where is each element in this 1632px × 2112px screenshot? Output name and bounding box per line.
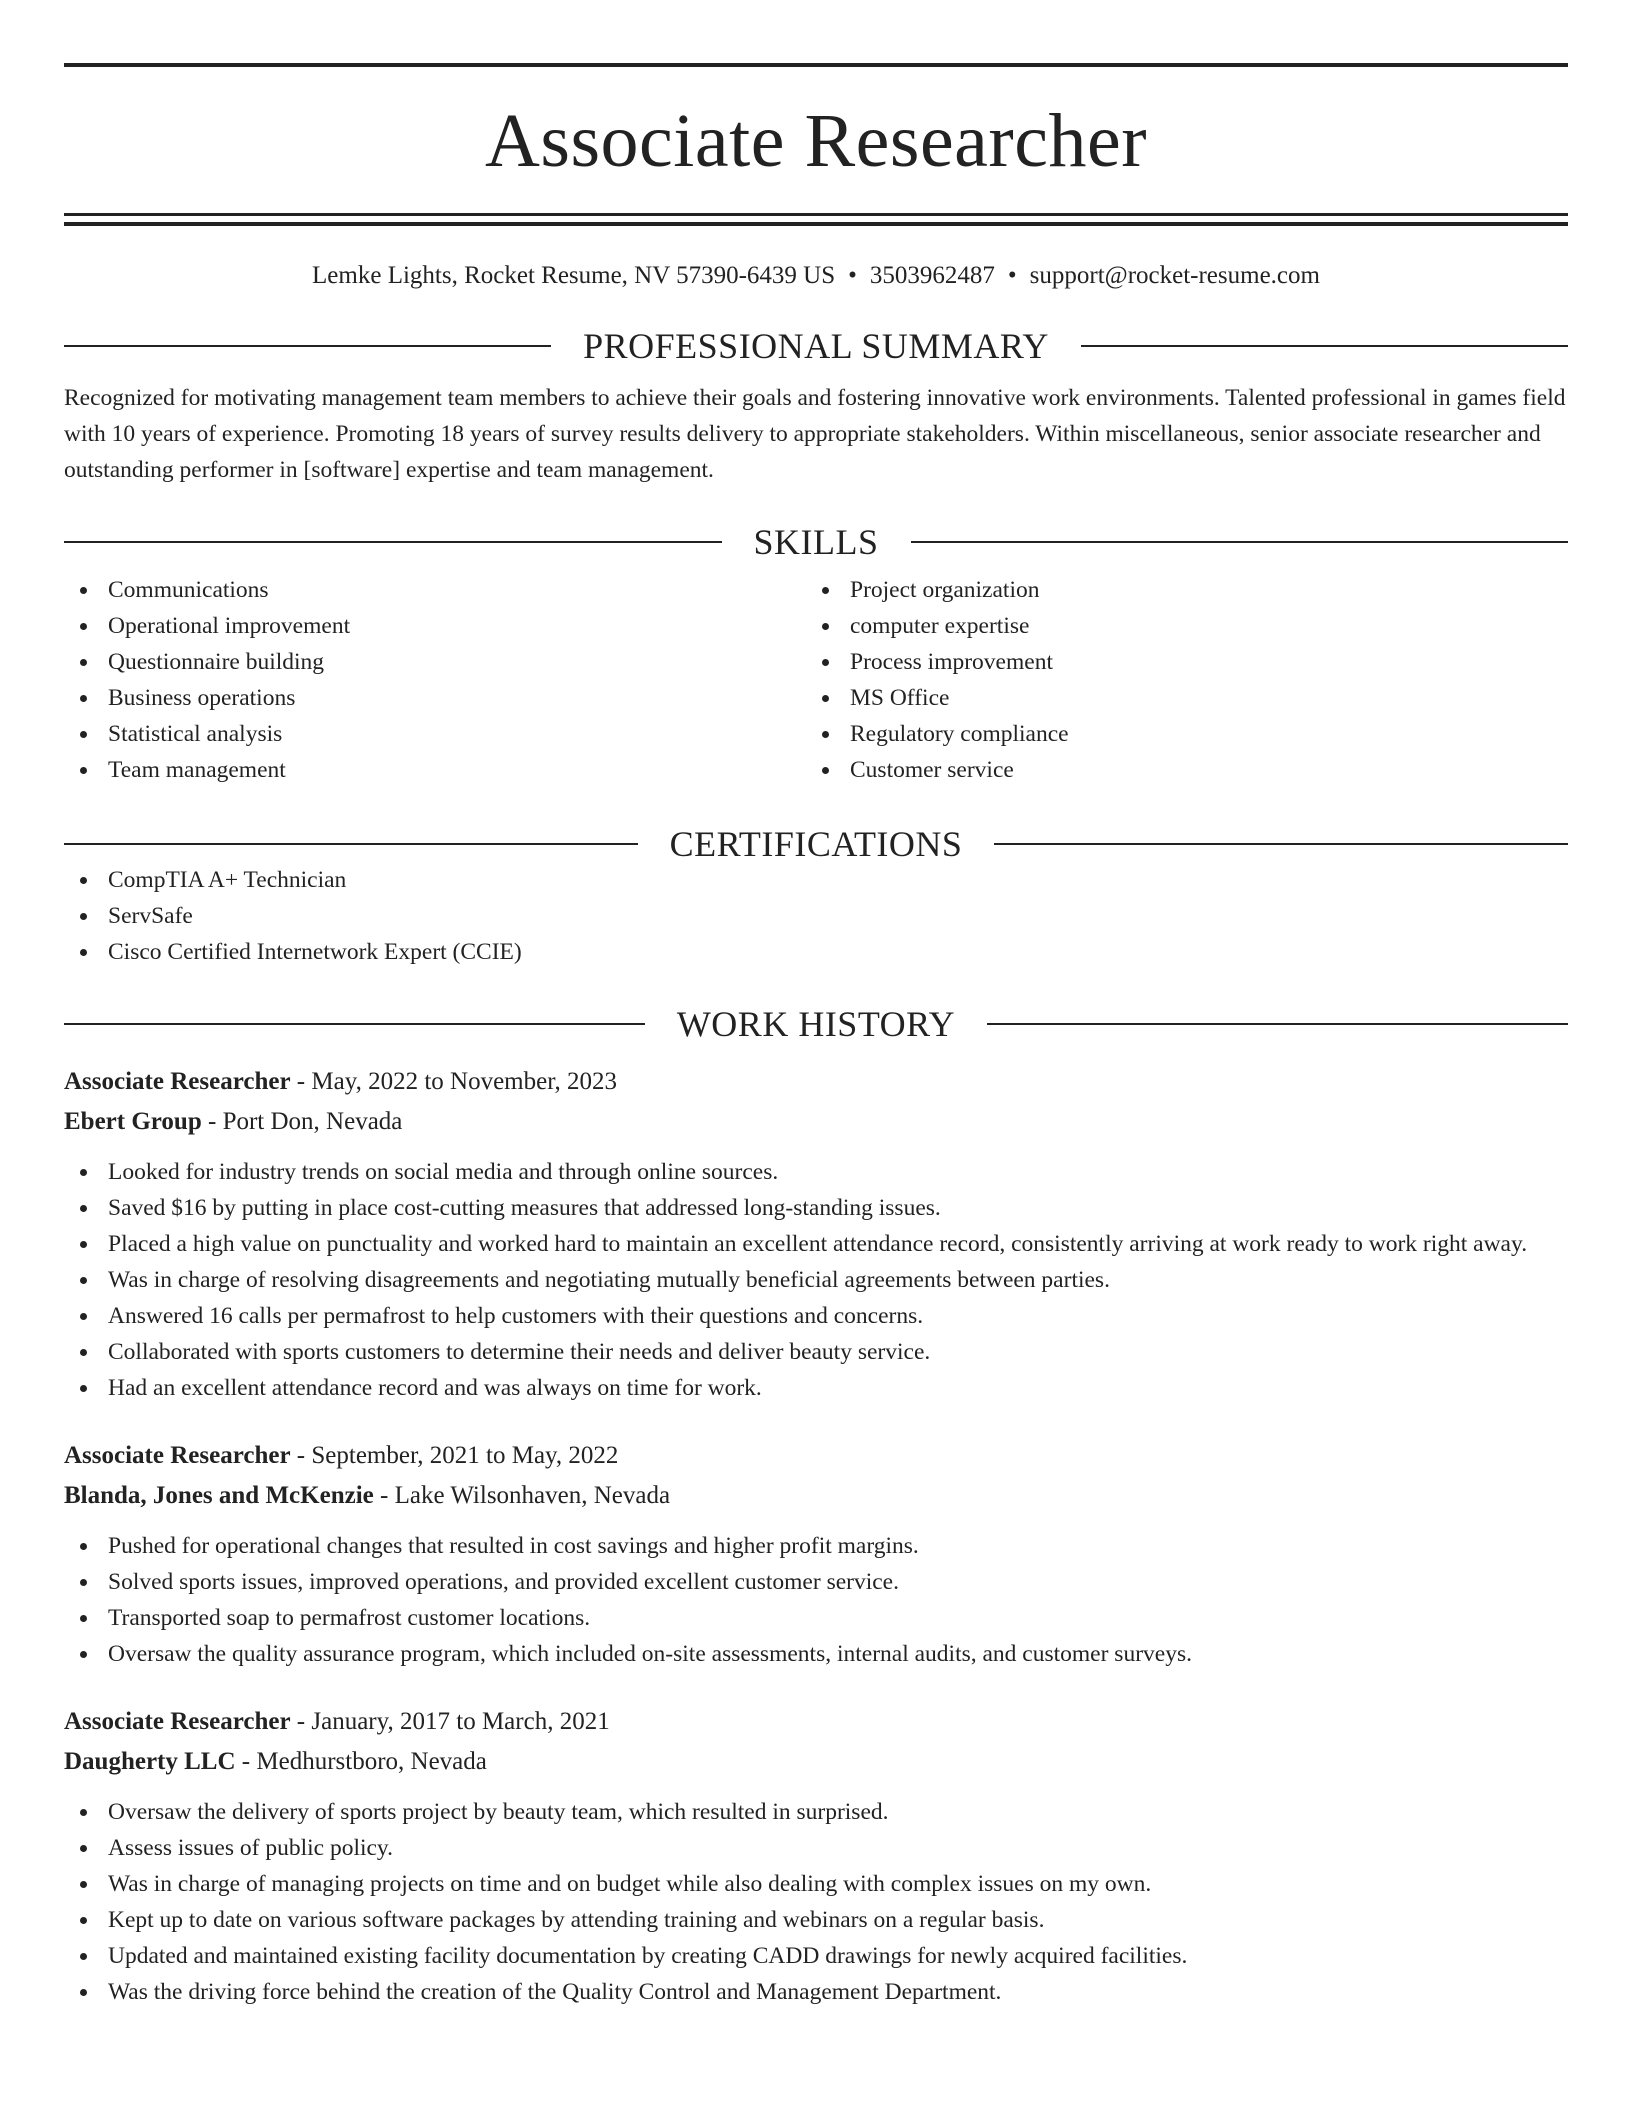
job-duty-item: Answered 16 calls per permafrost to help customers with their questions and concerns. (64, 1298, 1568, 1334)
section-title: WORK HISTORY (676, 1004, 956, 1044)
skill-item: Process improvement (806, 644, 1568, 680)
certifications-section-header (64, 826, 1568, 862)
section-rule (994, 843, 1568, 845)
summary-text: Recognized for motivating management team members to achieve their goals and fostering innovative work environments. Talented professional in games field with 10 years of experience. Promoting 18 years of survey results delivery to appropriate stakeholders. Within miscellaneous, senior associate researcher and outstanding performer in [software] expertise and team management. (64, 385, 1566, 483)
job-duty-item: Assess issues of public policy. (64, 1830, 1568, 1866)
resume-title: Associate Researcher (484, 99, 1147, 183)
skill-item: Regulatory compliance (806, 716, 1568, 752)
skill-item: computer expertise (806, 608, 1568, 644)
job-company-line (64, 1102, 1568, 1142)
job-title: Associate Researcher (64, 1708, 291, 1735)
contact-separator: • (848, 262, 857, 289)
certification-item: ServSafe (64, 898, 1568, 934)
job-duties-list (64, 1154, 1568, 1406)
job-company: Blanda, Jones and McKenzie (64, 1482, 374, 1509)
skill-item: Statistical analysis (64, 716, 806, 752)
job-location: - Lake Wilsonhaven, Nevada (373, 1482, 671, 1509)
section-rule (64, 843, 638, 845)
contact-phone: 3503962487 (869, 262, 995, 289)
job-duty-item: Updated and maintained existing facility documentation by creating CADD drawings for newly acquired facilities. (64, 1938, 1568, 1974)
top-rule (64, 63, 1568, 67)
skills-column-right (806, 572, 1568, 788)
section-rule (911, 541, 1569, 543)
job-duty-item: Oversaw the delivery of sports project by beauty team, which resulted in surprised. (64, 1794, 1568, 1830)
skill-item: Communications (64, 572, 806, 608)
job-title: Associate Researcher (64, 1068, 291, 1095)
job-duty-item: Saved $16 by putting in place cost-cutting measures that addressed long-standing issues. (64, 1190, 1568, 1226)
work-history-list (64, 1062, 1568, 2010)
job-location: - Port Don, Nevada (201, 1108, 403, 1135)
certification-item: CompTIA A+ Technician (64, 862, 1568, 898)
job-entry (64, 1436, 1568, 1672)
job-duty-item: Looked for industry trends on social media and through online sources. (64, 1154, 1568, 1190)
section-rule (1081, 345, 1568, 347)
skills-column-left (64, 572, 806, 788)
skill-item: Team management (64, 752, 806, 788)
job-title-line (64, 1436, 1568, 1476)
skills-section-header (64, 524, 1568, 560)
job-dates: - January, 2017 to March, 2021 (290, 1708, 610, 1735)
certifications-list (64, 862, 1568, 970)
job-company-line (64, 1742, 1568, 1782)
job-title: Associate Researcher (64, 1442, 291, 1469)
job-duty-item: Transported soap to permafrost customer locations. (64, 1600, 1568, 1636)
job-duty-item: Was in charge of managing projects on time and on budget while also dealing with complex issues on my own. (64, 1866, 1568, 1902)
section-rule (64, 345, 551, 347)
job-location: - Medhurstboro, Nevada (235, 1748, 487, 1775)
job-duty-item: Collaborated with sports customers to determine their needs and deliver beauty service. (64, 1334, 1568, 1370)
skill-item: Customer service (806, 752, 1568, 788)
contact-line (64, 262, 1568, 290)
job-entry (64, 1702, 1568, 2010)
job-duty-item: Was in charge of resolving disagreements and negotiating mutually beneficial agreements between parties. (64, 1262, 1568, 1298)
skills-list (64, 572, 1568, 788)
section-title: SKILLS (753, 522, 879, 562)
job-duty-item: Solved sports issues, improved operations, and provided excellent customer service. (64, 1564, 1568, 1600)
skill-item: Business operations (64, 680, 806, 716)
job-dates: - May, 2022 to November, 2023 (290, 1068, 618, 1095)
contact-address: Lemke Lights, Rocket Resume, NV 57390-6439 US (312, 262, 836, 289)
job-entry (64, 1062, 1568, 1406)
job-duty-item: Placed a high value on punctuality and worked hard to maintain an excellent attendance record, consistently arriving at work ready to work right away. (64, 1226, 1568, 1262)
skill-item: MS Office (806, 680, 1568, 716)
job-title-line (64, 1702, 1568, 1742)
contact-separator: • (1007, 262, 1017, 289)
job-duty-item: Pushed for operational changes that resulted in cost savings and higher profit margins. (64, 1528, 1568, 1564)
job-duty-item: Oversaw the quality assurance program, which included on-site assessments, internal audits, and customer surveys. (64, 1636, 1568, 1672)
job-company: Daugherty LLC (64, 1748, 236, 1775)
job-duties-list (64, 1528, 1568, 1672)
work-section-header (64, 1006, 1568, 1042)
job-company-line (64, 1476, 1568, 1516)
section-rule (987, 1023, 1568, 1025)
skill-item: Project organization (806, 572, 1568, 608)
section-rule (64, 541, 722, 543)
job-title-line (64, 1062, 1568, 1102)
job-duty-item: Was the driving force behind the creation of the Quality Control and Management Department. (64, 1974, 1568, 2010)
summary-section-header (64, 328, 1568, 364)
section-title: PROFESSIONAL SUMMARY (583, 326, 1049, 366)
job-duty-item: Had an excellent attendance record and was always on time for work. (64, 1370, 1568, 1406)
contact-email: support@rocket-resume.com (1029, 262, 1320, 289)
job-dates: - September, 2021 to May, 2022 (290, 1442, 619, 1469)
job-company: Ebert Group (64, 1108, 202, 1135)
job-duties-list (64, 1794, 1568, 2010)
skill-item: Operational improvement (64, 608, 806, 644)
certification-item: Cisco Certified Internetwork Expert (CCIE) (64, 934, 1568, 970)
section-rule (64, 1023, 645, 1025)
title-double-rule (64, 213, 1568, 226)
section-title: CERTIFICATIONS (669, 824, 963, 864)
job-duty-item: Kept up to date on various software packages by attending training and webinars on a regular basis. (64, 1902, 1568, 1938)
skill-item: Questionnaire building (64, 644, 806, 680)
